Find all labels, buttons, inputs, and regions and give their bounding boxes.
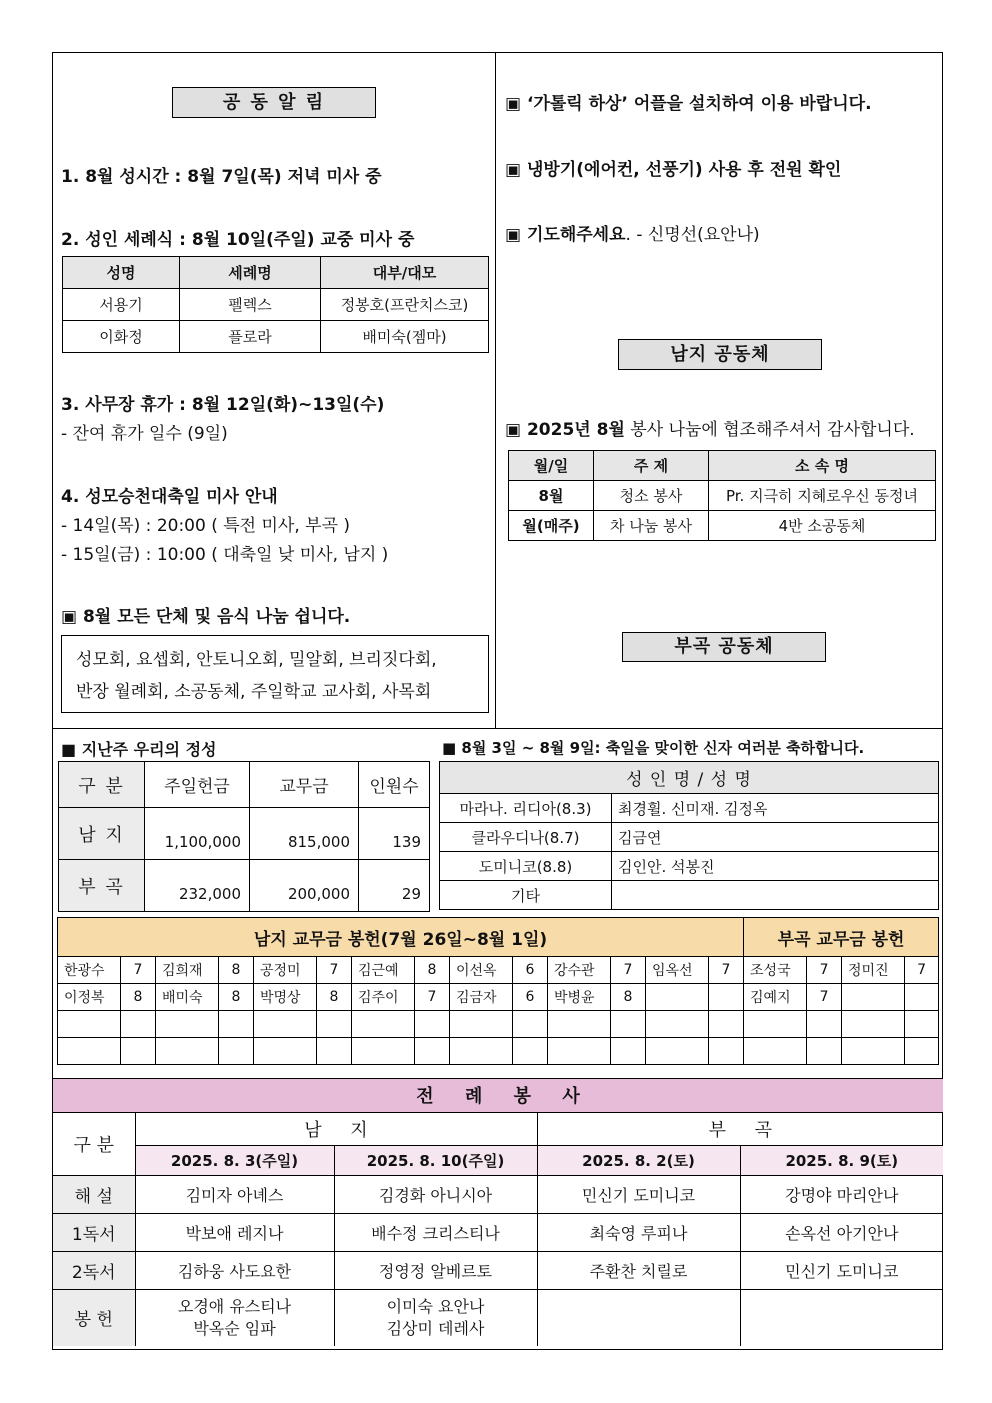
dues-name bbox=[352, 1038, 415, 1065]
namji-dues-title: 남지 교무금 봉헌(7월 26일~8월 1일) bbox=[58, 918, 744, 957]
dues-count: 7 bbox=[415, 984, 450, 1011]
liturgy-cell: 정영정 알베르토 bbox=[334, 1251, 537, 1289]
offering-header: 구 분 bbox=[59, 762, 145, 808]
offering-cell: 139 bbox=[359, 808, 430, 860]
liturgy-namji: 남 지 bbox=[135, 1112, 537, 1145]
offering-label: 부 곡 bbox=[59, 860, 145, 912]
dues-name bbox=[842, 984, 905, 1011]
liturgy-offer-cell bbox=[537, 1289, 740, 1346]
dues-count: 8 bbox=[219, 984, 254, 1011]
dues-row bbox=[58, 984, 939, 1011]
liturgy-cell: 강명야 마리안나 bbox=[740, 1175, 943, 1213]
feast-table bbox=[439, 761, 939, 910]
dues-name: 이정복 bbox=[58, 984, 121, 1011]
dues-name bbox=[744, 1011, 807, 1038]
dues-count: 7 bbox=[709, 957, 744, 984]
aircon-note: ▣ 냉방기(에어컨, 선풍기) 사용 후 전원 확인 bbox=[505, 160, 842, 180]
dues-name: 김희재 bbox=[156, 957, 219, 984]
liturgy-cell: 김경화 아니시아 bbox=[334, 1175, 537, 1213]
dues-name bbox=[646, 984, 709, 1011]
liturgy-row-label: 2독서 bbox=[53, 1251, 135, 1289]
dues-count bbox=[905, 1038, 939, 1065]
column-divider bbox=[495, 52, 496, 728]
liturgy-cell: 민신기 도미니코 bbox=[537, 1175, 740, 1213]
offering-cell: 1,100,000 bbox=[145, 808, 250, 860]
dues-name bbox=[156, 1011, 219, 1038]
feast-names: 김금연 bbox=[612, 823, 939, 852]
service-cell: Pr. 지극히 지혜로우신 동정녀 bbox=[709, 481, 936, 511]
groups-box bbox=[61, 635, 489, 713]
notice-item-4: 4. 성모승천대축일 미사 안내 bbox=[61, 487, 278, 507]
prayer-note: . - 신명선(요안나) bbox=[625, 225, 760, 245]
thanks-note: 봉사 나눔에 협조해주셔서 감사합니다. bbox=[624, 420, 915, 440]
dues-count: 7 bbox=[317, 957, 352, 984]
liturgy-offer-name: 이미숙 요안나 bbox=[386, 1296, 485, 1316]
dues-count bbox=[121, 1011, 156, 1038]
liturgy-date: 2025. 8. 3(주일) bbox=[135, 1145, 334, 1175]
baptism-cell: 이화정 bbox=[63, 321, 180, 353]
dues-name: 김주이 bbox=[352, 984, 415, 1011]
dues-count bbox=[513, 1011, 548, 1038]
dues-name bbox=[254, 1038, 317, 1065]
baptism-cell: 배미숙(젬마) bbox=[321, 321, 489, 353]
liturgy-offer-cell bbox=[740, 1289, 943, 1346]
service-table bbox=[508, 450, 936, 541]
dues-count bbox=[611, 1038, 646, 1065]
liturgy-cell: 박보애 레지나 bbox=[135, 1213, 334, 1251]
liturgy-date: 2025. 8. 10(주일) bbox=[334, 1145, 537, 1175]
service-cell: 청소 봉사 bbox=[594, 481, 709, 511]
feast-saint: 도미니코(8.8) bbox=[440, 852, 612, 881]
dues-count bbox=[415, 1011, 450, 1038]
bugok-community-title: 부곡 공동체 bbox=[622, 632, 826, 662]
dues-count bbox=[219, 1011, 254, 1038]
dues-name: 정미진 bbox=[842, 957, 905, 984]
section-divider bbox=[52, 728, 943, 729]
groups-line: 반장 월례회, 소공동체, 주일학교 교사회, 사목회 bbox=[76, 682, 432, 702]
dues-name: 김근예 bbox=[352, 957, 415, 984]
dues-name bbox=[548, 1038, 611, 1065]
baptism-table bbox=[62, 256, 489, 353]
dues-name: 배미숙 bbox=[156, 984, 219, 1011]
dues-row bbox=[58, 957, 939, 984]
notice-item-2: 2. 성인 세례식 : 8월 10일(주일) 교중 미사 중 bbox=[61, 230, 415, 250]
liturgy-offer-name: 오경애 유스티나 bbox=[177, 1296, 292, 1316]
dues-count: 8 bbox=[415, 957, 450, 984]
offering-cell: 200,000 bbox=[250, 860, 359, 912]
dues-count bbox=[807, 1038, 842, 1065]
dues-name: 임옥선 bbox=[646, 957, 709, 984]
dues-count bbox=[121, 1038, 156, 1065]
dues-name bbox=[646, 1038, 709, 1065]
liturgy-offer-name: 박옥순 임파 bbox=[193, 1318, 276, 1338]
notice-title: 공 동 알 림 bbox=[172, 87, 376, 118]
dues-name bbox=[548, 1011, 611, 1038]
service-cell: 4반 소공동체 bbox=[709, 511, 936, 541]
dues-count bbox=[415, 1038, 450, 1065]
feast-header: 성 인 명 / 성 명 bbox=[440, 762, 939, 794]
dues-name bbox=[842, 1038, 905, 1065]
dues-name bbox=[450, 1038, 513, 1065]
feast-names bbox=[612, 881, 939, 910]
dues-count: 7 bbox=[807, 984, 842, 1011]
bugok-dues-title: 부곡 교무금 봉헌 bbox=[744, 918, 939, 957]
dues-count bbox=[317, 1011, 352, 1038]
feast-saint: 마라나. 리디아(8.3) bbox=[440, 794, 612, 823]
dues-count: 6 bbox=[513, 984, 548, 1011]
dues-count bbox=[709, 1038, 744, 1065]
service-cell: 차 나눔 봉사 bbox=[594, 511, 709, 541]
baptism-cell: 정봉호(프란치스코) bbox=[321, 289, 489, 321]
liturgy-offer-cell bbox=[334, 1289, 537, 1346]
notice-item-3-sub: - 잔여 휴가 일수 (9일) bbox=[61, 424, 228, 444]
app-note: ▣ ‘가톨릭 하상’ 어플을 설치하여 이용 바랍니다. bbox=[505, 94, 872, 114]
thanks-note-bold: ▣ 2025년 8월 bbox=[505, 420, 625, 440]
offering-header: 주일헌금 bbox=[145, 762, 250, 808]
service-header: 소 속 명 bbox=[709, 451, 936, 481]
dues-name bbox=[156, 1038, 219, 1065]
dues-name bbox=[646, 1011, 709, 1038]
feast-saint: 클라우디나(8.7) bbox=[440, 823, 612, 852]
dues-count: 6 bbox=[513, 957, 548, 984]
dues-name bbox=[842, 1011, 905, 1038]
service-header: 주 제 bbox=[594, 451, 709, 481]
offering-cell: 29 bbox=[359, 860, 430, 912]
dues-count bbox=[317, 1038, 352, 1065]
offering-title: ■ 지난주 우리의 정성 bbox=[61, 740, 217, 759]
liturgy-date: 2025. 8. 2(토) bbox=[537, 1145, 740, 1175]
liturgy-row-label: 봉 헌 bbox=[53, 1289, 135, 1346]
dues-row bbox=[58, 1038, 939, 1065]
dues-name: 한광수 bbox=[58, 957, 121, 984]
liturgy-row-label: 해 설 bbox=[53, 1175, 135, 1213]
liturgy-cell: 주환찬 치릴로 bbox=[537, 1251, 740, 1289]
liturgy-title: 전 례 봉 사 bbox=[53, 1079, 943, 1112]
baptism-cell: 서용기 bbox=[63, 289, 180, 321]
notice-item-4-sub: - 15일(금) : 10:00 ( 대축일 낮 미사, 남지 ) bbox=[61, 545, 389, 565]
dues-count: 8 bbox=[611, 984, 646, 1011]
liturgy-bugok: 부 곡 bbox=[537, 1112, 943, 1145]
liturgy-cell: 김하웅 사도요한 bbox=[135, 1251, 334, 1289]
dues-count bbox=[219, 1038, 254, 1065]
dues-count bbox=[513, 1038, 548, 1065]
groups-line: 성모회, 요셉회, 안토니오회, 밀알회, 브리짓다회, bbox=[76, 650, 437, 670]
feast-names: 최경휠. 신미재. 김정옥 bbox=[612, 794, 939, 823]
baptism-header: 세례명 bbox=[180, 257, 321, 289]
liturgy-offer-name: 김상미 데레사 bbox=[386, 1318, 485, 1338]
offering-cell: 232,000 bbox=[145, 860, 250, 912]
dues-count bbox=[611, 1011, 646, 1038]
dues-count bbox=[709, 1011, 744, 1038]
liturgy-cell: 손옥선 아기안나 bbox=[740, 1213, 943, 1251]
dues-row bbox=[58, 1011, 939, 1038]
liturgy-row-label: 1독서 bbox=[53, 1213, 135, 1251]
baptism-cell: 플로라 bbox=[180, 321, 321, 353]
offering-header: 인원수 bbox=[359, 762, 430, 808]
food-title: ▣ 8월 모든 단체 및 음식 나눔 쉽니다. bbox=[61, 607, 351, 627]
dues-name bbox=[254, 1011, 317, 1038]
liturgy-date: 2025. 8. 9(토) bbox=[740, 1145, 943, 1175]
liturgy-cell: 최숙영 루피나 bbox=[537, 1213, 740, 1251]
dues-name bbox=[352, 1011, 415, 1038]
dues-count: 8 bbox=[219, 957, 254, 984]
dues-count bbox=[905, 984, 939, 1011]
dues-name: 조성국 bbox=[744, 957, 807, 984]
notice-item-4-sub: - 14일(목) : 20:00 ( 특전 미사, 부곡 ) bbox=[61, 516, 351, 536]
service-cell: 8월 bbox=[509, 481, 594, 511]
dues-name bbox=[58, 1038, 121, 1065]
feast-title: ■ 8월 3일 ~ 8월 9일: 축일을 맞이한 신자 여러분 축하합니다. bbox=[442, 739, 865, 757]
offering-cell: 815,000 bbox=[250, 808, 359, 860]
dues-name bbox=[58, 1011, 121, 1038]
dues-count: 7 bbox=[905, 957, 939, 984]
dues-count: 7 bbox=[807, 957, 842, 984]
dues-name bbox=[744, 1038, 807, 1065]
dues-count: 8 bbox=[121, 984, 156, 1011]
service-cell: 월(매주) bbox=[509, 511, 594, 541]
liturgy-offer-cell bbox=[135, 1289, 334, 1346]
baptism-cell: 펠렉스 bbox=[180, 289, 321, 321]
namji-community-title: 남지 공동체 bbox=[618, 339, 822, 370]
dues-name: 김예지 bbox=[744, 984, 807, 1011]
dues-count bbox=[905, 1011, 939, 1038]
dues-name: 박병윤 bbox=[548, 984, 611, 1011]
dues-name: 김금자 bbox=[450, 984, 513, 1011]
liturgy-col-label: 구 분 bbox=[53, 1112, 135, 1175]
liturgy-cell: 민신기 도미니코 bbox=[740, 1251, 943, 1289]
service-header: 월/일 bbox=[509, 451, 594, 481]
liturgy-cell: 김미자 아녜스 bbox=[135, 1175, 334, 1213]
dues-count: 7 bbox=[611, 957, 646, 984]
offering-label: 남 지 bbox=[59, 808, 145, 860]
baptism-header: 대부/대모 bbox=[321, 257, 489, 289]
dues-name: 박명상 bbox=[254, 984, 317, 1011]
dues-count bbox=[709, 984, 744, 1011]
dues-count: 8 bbox=[317, 984, 352, 1011]
baptism-header: 성명 bbox=[63, 257, 180, 289]
notice-item-3: 3. 사무장 휴가 : 8월 12일(화)~13일(수) bbox=[61, 395, 385, 415]
dues-count bbox=[807, 1011, 842, 1038]
feast-saint: 기타 bbox=[440, 881, 612, 910]
dues-count: 7 bbox=[121, 957, 156, 984]
dues-table bbox=[57, 917, 939, 1065]
notice-item-1: 1. 8월 성시간 : 8월 7일(목) 저녁 미사 중 bbox=[61, 167, 382, 187]
offering-table bbox=[58, 761, 430, 912]
liturgy-cell: 배수정 크리스티나 bbox=[334, 1213, 537, 1251]
offering-header: 교무금 bbox=[250, 762, 359, 808]
liturgy-table bbox=[53, 1079, 943, 1346]
dues-name: 공정미 bbox=[254, 957, 317, 984]
prayer-note-bold: ▣ 기도해주세요 bbox=[505, 225, 626, 245]
dues-name: 강수관 bbox=[548, 957, 611, 984]
dues-name: 이선옥 bbox=[450, 957, 513, 984]
feast-names: 김인안. 석봉진 bbox=[612, 852, 939, 881]
dues-name bbox=[450, 1011, 513, 1038]
